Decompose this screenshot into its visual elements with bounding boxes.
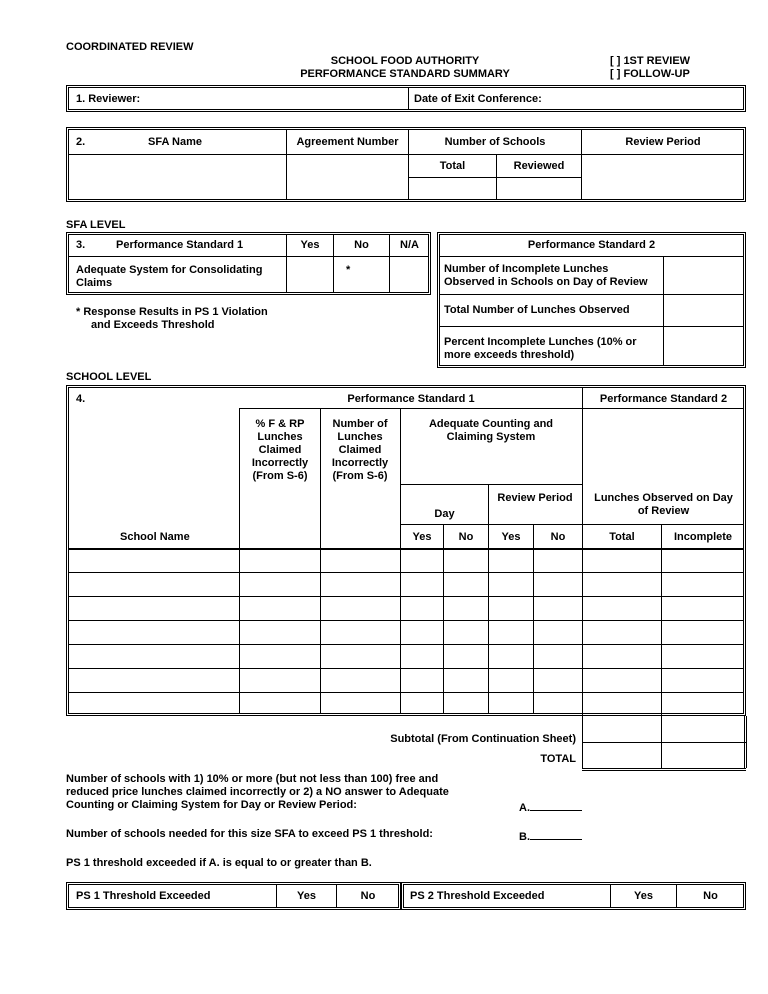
incomplete-lunches-label: Number of Incomplete Lunches Observed in Schools on Day of Review — [444, 263, 648, 288]
reviewer-box — [66, 85, 746, 112]
day-no-header: No — [458, 531, 474, 543]
form-name: COORDINATED REVIEW — [66, 41, 194, 53]
review-period-header: Review Period — [625, 136, 701, 148]
percent-incomplete-label: Percent Incomplete Lunches (10% or more exceeds threshold) — [444, 336, 637, 361]
page-title-line2: PERFORMANCE STANDARD SUMMARY — [300, 68, 510, 80]
threshold-count-text: Number of schools with 1) 10% or more (but not less than 100) free and reduced price lunches claimed incorrectly or 2) a NO answer to Adequate Counting or Claiming System for Day or Review Period: — [66, 773, 449, 811]
footnote-line1: * Response Results in PS 1 Violation — [76, 306, 268, 318]
section2-number: 2. — [76, 136, 86, 148]
pct-claimed-incorrectly-header: % F & RP Lunches Claimed Incorrectly (From S-6) — [251, 418, 309, 482]
subtotal-label: Subtotal (From Continuation Sheet) — [390, 733, 576, 745]
review-period-col-header: Review Period — [497, 492, 573, 504]
ps1-exceeded-label: PS 1 Threshold Exceeded — [76, 890, 211, 902]
total-col-header: Total — [609, 531, 635, 543]
sfa-name-header: SFA Name — [148, 136, 203, 148]
b-label: B. — [519, 831, 530, 843]
total-lunches-label: Total Number of Lunches Observed — [444, 304, 630, 316]
school-level-heading: SCHOOL LEVEL — [66, 371, 152, 383]
threshold-rule-text: PS 1 threshold exceeded if A. is equal to or greater than B. — [66, 857, 372, 869]
section3-number: 3. — [76, 239, 86, 251]
num-claimed-incorrectly-header: Number of Lunches Claimed Incorrectly (From S-6) — [331, 418, 389, 482]
footnote-line2: and Exceeds Threshold — [91, 319, 215, 331]
ps2-yes[interactable]: Yes — [634, 890, 653, 902]
sfa-no-header: No — [354, 239, 369, 251]
a-line[interactable] — [519, 799, 582, 815]
school-name-header: School Name — [120, 531, 190, 543]
incomplete-col-header: Incomplete — [673, 531, 733, 543]
section4-number: 4. — [76, 393, 86, 405]
total-row-label: TOTAL — [540, 753, 576, 765]
day-yes-header: Yes — [412, 531, 432, 543]
exit-conference-label: Date of Exit Conference: — [414, 93, 542, 105]
ps2-school-title: Performance Standard 2 — [599, 393, 728, 405]
page-title-line1: SCHOOL FOOD AUTHORITY — [330, 55, 480, 67]
threshold-needed-text: Number of schools needed for this size SFA to exceed PS 1 threshold: — [66, 828, 433, 840]
ps2-sfa-title: Performance Standard 2 — [527, 239, 656, 251]
ps1-sfa-title: Performance Standard 1 — [116, 239, 244, 251]
adequate-system-label: Adequate System for Consolidating Claims — [76, 264, 263, 289]
period-no-header: No — [550, 531, 566, 543]
no-asterisk: * — [346, 264, 351, 276]
agreement-number-header: Agreement Number — [296, 136, 399, 148]
number-of-schools-header: Number of Schools — [444, 136, 546, 148]
ps1-no[interactable]: No — [360, 890, 376, 902]
sfa-yes-header: Yes — [300, 239, 320, 251]
reviewed-header: Reviewed — [513, 160, 565, 172]
first-review-checkbox[interactable]: [ ] 1ST REVIEW — [610, 55, 691, 67]
lunches-observed-header: Lunches Observed on Day of Review — [594, 492, 733, 517]
follow-up-checkbox[interactable]: [ ] FOLLOW-UP — [610, 68, 690, 80]
sfa-level-heading: SFA LEVEL — [66, 219, 126, 231]
period-yes-header: Yes — [501, 531, 521, 543]
ps1-yes[interactable]: Yes — [297, 890, 316, 902]
reviewer-label: 1. Reviewer: — [76, 93, 141, 105]
counting-system-header: Adequate Counting and Claiming System — [428, 418, 554, 443]
total-header: Total — [439, 160, 466, 172]
ps2-exceeded-label: PS 2 Threshold Exceeded — [410, 890, 545, 902]
ps2-no[interactable]: No — [703, 890, 718, 902]
a-label: A. — [519, 802, 530, 814]
sfa-na-header: N/A — [400, 239, 419, 251]
ps1-school-title: Performance Standard 1 — [347, 393, 475, 405]
b-line[interactable] — [519, 828, 582, 844]
day-header: Day — [434, 508, 455, 520]
